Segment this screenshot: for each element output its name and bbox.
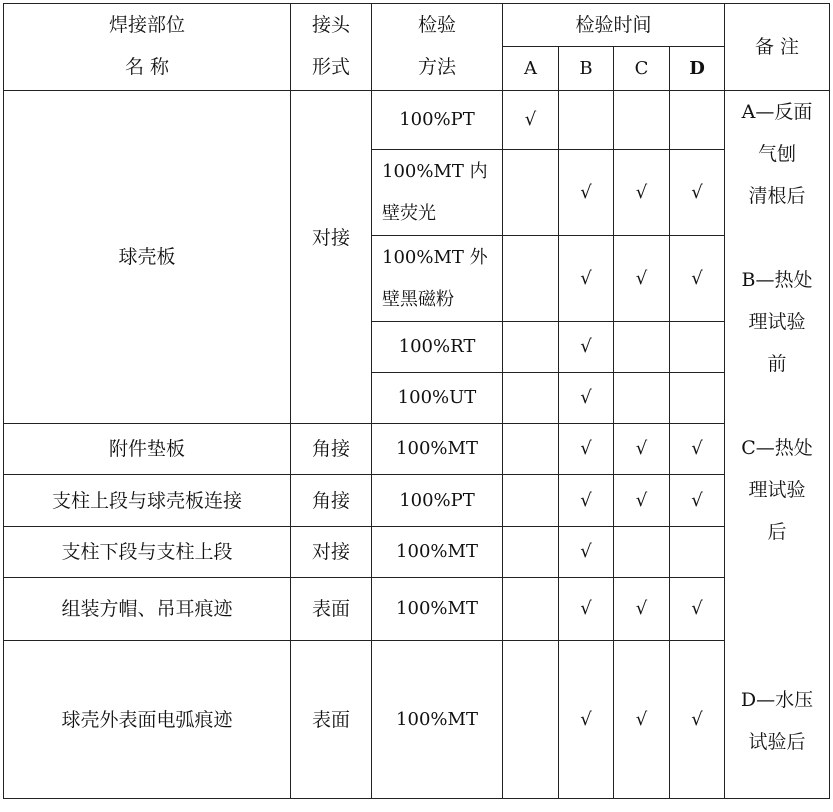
method-mt: 100%MT xyxy=(372,527,503,578)
header-joint-type: 接头 形式 xyxy=(291,4,372,91)
part-arc-strike-marks: 球壳外表面电弧痕迹 xyxy=(4,641,291,799)
check-b: √ xyxy=(559,373,614,424)
check-d: √ xyxy=(670,641,725,799)
check-d: √ xyxy=(670,578,725,641)
part-upper-column-shell: 支柱上段与球壳板连接 xyxy=(4,475,291,527)
check-b: √ xyxy=(559,150,614,236)
check-b: √ xyxy=(559,475,614,527)
header-notes: 备 注 xyxy=(725,4,830,91)
check-d: √ xyxy=(670,236,725,322)
part-lower-upper-column: 支柱下段与支柱上段 xyxy=(4,527,291,578)
method-pt: 100%PT xyxy=(372,475,503,527)
joint-shell: 对接 xyxy=(291,91,372,424)
method-mt-outer: 100%MT 外 壁黑磁粉 xyxy=(372,236,503,322)
check-c: √ xyxy=(614,641,670,799)
joint-fillet: 角接 xyxy=(291,424,372,475)
check-c: √ xyxy=(614,150,670,236)
method-mt: 100%MT xyxy=(372,578,503,641)
method-rt: 100%RT xyxy=(372,322,503,373)
check-b: √ xyxy=(559,322,614,373)
method-ut: 100%UT xyxy=(372,373,503,424)
check-d: √ xyxy=(670,424,725,475)
header-col-c: C xyxy=(614,47,670,91)
check-a: √ xyxy=(503,91,559,150)
method-mt: 100%MT xyxy=(372,641,503,799)
notes-column: A—反面 气刨 清根后 B—热处 理试验 前 C—热处 理试验 后 D—水压 试验后 xyxy=(725,91,830,799)
inspection-table xyxy=(3,3,830,799)
check-c: √ xyxy=(614,475,670,527)
part-cap-lug-marks: 组装方帽、吊耳痕迹 xyxy=(4,578,291,641)
header-inspection-time: 检验时间 xyxy=(503,4,725,47)
method-pt: 100%PT xyxy=(372,91,503,150)
check-b: √ xyxy=(559,527,614,578)
check-c: √ xyxy=(614,236,670,322)
joint-butt: 对接 xyxy=(291,527,372,578)
check-b: √ xyxy=(559,641,614,799)
part-shell: 球壳板 xyxy=(4,91,291,424)
joint-fillet: 角接 xyxy=(291,475,372,527)
method-mt: 100%MT xyxy=(372,424,503,475)
check-c: √ xyxy=(614,578,670,641)
header-weld-part: 焊接部位 名 称 xyxy=(4,4,291,91)
part-attachment-pad: 附件垫板 xyxy=(4,424,291,475)
check-b: √ xyxy=(559,236,614,322)
check-c: √ xyxy=(614,424,670,475)
check-b: √ xyxy=(559,578,614,641)
joint-surface: 表面 xyxy=(291,641,372,799)
header-method: 检验 方法 xyxy=(372,4,503,91)
joint-surface: 表面 xyxy=(291,578,372,641)
header-col-d: D xyxy=(670,47,725,91)
check-d: √ xyxy=(670,150,725,236)
check-b: √ xyxy=(559,424,614,475)
header-col-a: A xyxy=(503,47,559,91)
method-mt-inner: 100%MT 内 壁荧光 xyxy=(372,150,503,236)
check-d: √ xyxy=(670,475,725,527)
header-col-b: B xyxy=(559,47,614,91)
